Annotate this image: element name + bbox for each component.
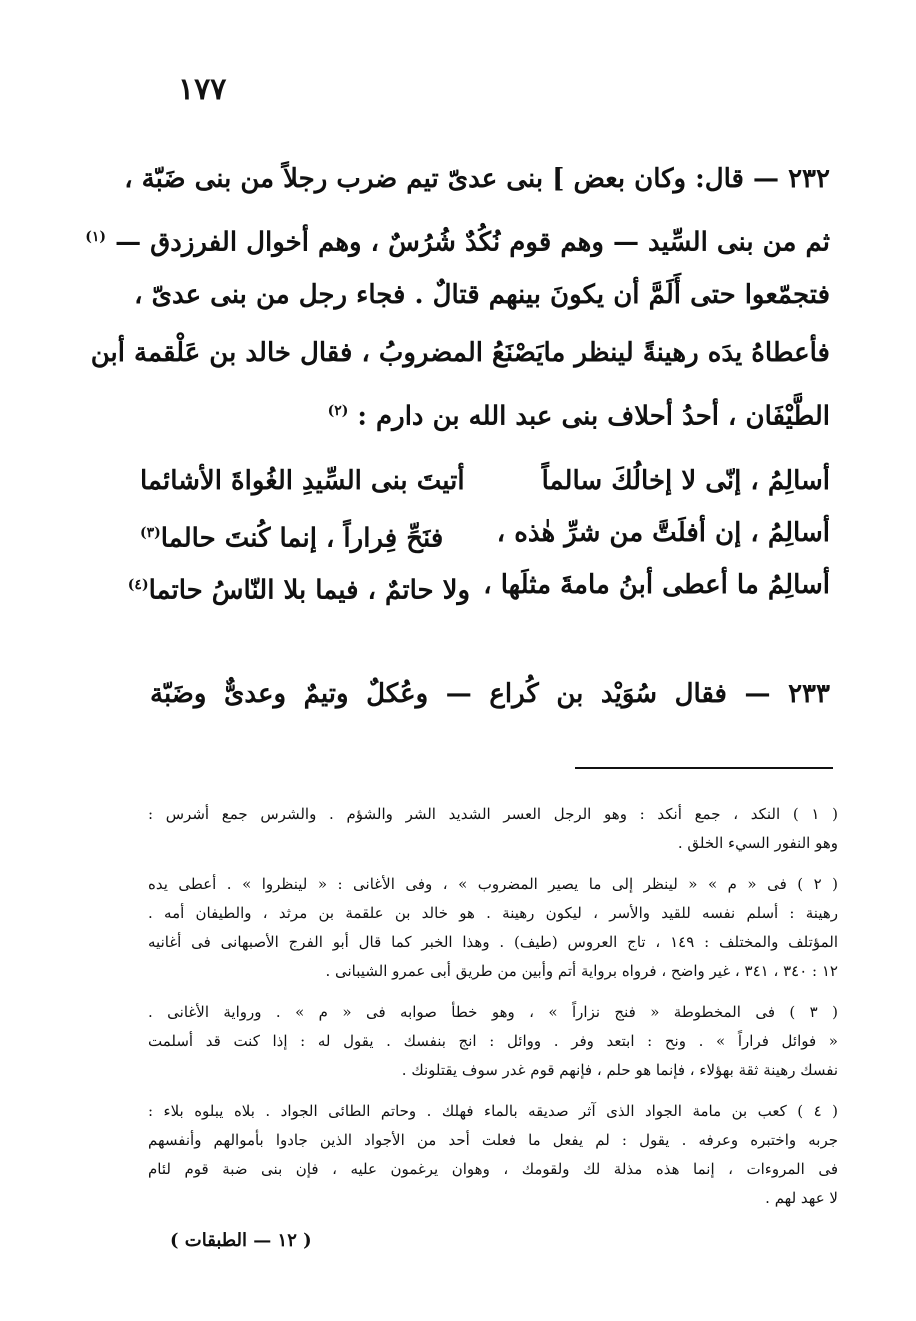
second-hemistich: فنَحِّ فِراراً ، إنما كُنتَ حالما$^{(٣)}$ [140, 523, 444, 554]
prose-line: فأعطاهُ يدَه رهينةً لينظر مايَصْنَعُ المضروبُ ، فقال خالد بن عَلْقمة أبن [90, 338, 830, 368]
footnote-line: فى المروءات ، إنما هذه مذلة لك ولقومك ، وهوان يرغمون عليه ، فإن بنى ضبة قوم لئام [148, 1160, 838, 1178]
poem [127, 455, 830, 611]
page-number: ١٧٧ [178, 72, 227, 107]
first-hemistich: أسالِمُ ما أعطى أبنُ مامةَ مثلَها ، [483, 570, 830, 600]
footnote-1 [148, 800, 838, 858]
second-hemistich: ولا حاتمٌ ، فيما بلا النّاسُ حاتما$^{(٤)}$ [127, 575, 470, 606]
footnote-ref: (٤) [127, 577, 149, 593]
poem-verse [140, 455, 830, 507]
footnote-line: المؤتلف والمختلف : ١٤٩ ، تاج العروس (طيف) . وهذا الخبر كما قال أبو الفرج الأصبهانى فى أغانيه [148, 933, 838, 951]
prose-line: الطَّيْفَان ، أحدُ أحلاف بنى عبد الله بن دارم : $^{(٢)}$ [327, 401, 830, 432]
poem-verse [140, 507, 830, 559]
footnote-4 [148, 1097, 838, 1213]
first-hemistich: أسالِمُ ، إنّى لا إخالُكَ سالماً [541, 466, 830, 496]
footnote-line: نفسك رهينة ثقة بهؤلاء ، فإنما هو حلم ، فإنهم قوم غدر سوف يقتلونك . [401, 1061, 838, 1079]
second-hemistich: أتيتَ بنى السِّيدِ الغُواةَ الأشائما [140, 466, 465, 496]
poem-verse [127, 559, 830, 611]
footnote-line: ( ٣ ) فى المخطوطة « فنج نزاراً » ، وهو خطأ صوابه فى « م » . ورواية الأغانى . [148, 1003, 838, 1021]
prose-line: فتجمّعوا حتى أَلَمَّ أن يكونَ بينهم قتالٌ . فجاء رجل من بنى عدىّ ، [134, 280, 830, 310]
footnote-line: ( ٢ ) فى « م » « لينظر إلى ما يصير المضروب » ، وفى الأغانى : « لينظروا » . أعطى يده [148, 875, 838, 893]
footnote-line: وهو النفور السيء الخلق . [677, 834, 838, 852]
footnote-divider [575, 767, 833, 769]
footnote-line: ( ١ ) النكد ، جمع أنكد : وهو الرجل العسر الشديد الشر والشؤم . والشرس جمع أشرس : [148, 805, 838, 823]
prose-line: ثم من بنى السِّيد — وهم قوم نُكُدٌ شُرُسٌ ، وهم أخوال الفرزدق — $^{(١)}$ [85, 227, 830, 258]
footnote-line: رهينة : أسلم نفسه للقيد والأسر ، ليكون رهينة . هو خالد بن علقمة بن مرثد ، والطيفان أمه . [148, 904, 838, 922]
footnote-ref: (٣) [140, 525, 161, 541]
page-footer: ( ١٢ — الطبقات ) [170, 1230, 312, 1251]
footnote-ref: (١) [85, 229, 107, 245]
prose-line: ٢٣٢ — قال: وكان بعض ] بنى عدىّ تيم ضرب رجلاً من بنى ضَبّة ، [124, 164, 830, 194]
footnote-ref: (٢) [327, 403, 349, 419]
first-hemistich: أسالِمُ ، إن أفلَتَّ من شرِّ هٰذه ، [496, 518, 830, 548]
footnote-2 [148, 870, 838, 986]
footnote-line: جربه واختبره وعرفه . يقول : لم يفعل ما فعلت أحد من الأجواد الذين جادوا بأموالهم وأنفسهم [148, 1131, 838, 1149]
footnote-line: لا عهد لهم . [765, 1189, 838, 1207]
footnote-line: ( ٤ ) كعب بن مامة الجواد الذى آثر صديقه بالماء فهلك . وحاتم الطائى الجواد . بلاه يبلوه بلاء : [148, 1102, 839, 1120]
footnote-line: ١٢ : ٣٤٠ ، ٣٤١ ، غير واضح ، فرواه برواية أتم وأبين من طريق أبى عمرو الشيبانى . [325, 962, 838, 980]
prose-section-233: ٢٣٣ — فقال سُوَيْد بن كُراع — وعُكلٌ وتيمٌ وعدىٌّ وضَبّة [150, 679, 830, 709]
footnotes [148, 800, 838, 1225]
prose-section-232 [85, 150, 830, 440]
footnote-line: « فوائل فراراً » . ونح : ابتعد وفر . ووائل : انج بنفسك . يقول له : إذا كنت قد أسلمت [148, 1032, 838, 1050]
footnote-3 [148, 998, 838, 1085]
